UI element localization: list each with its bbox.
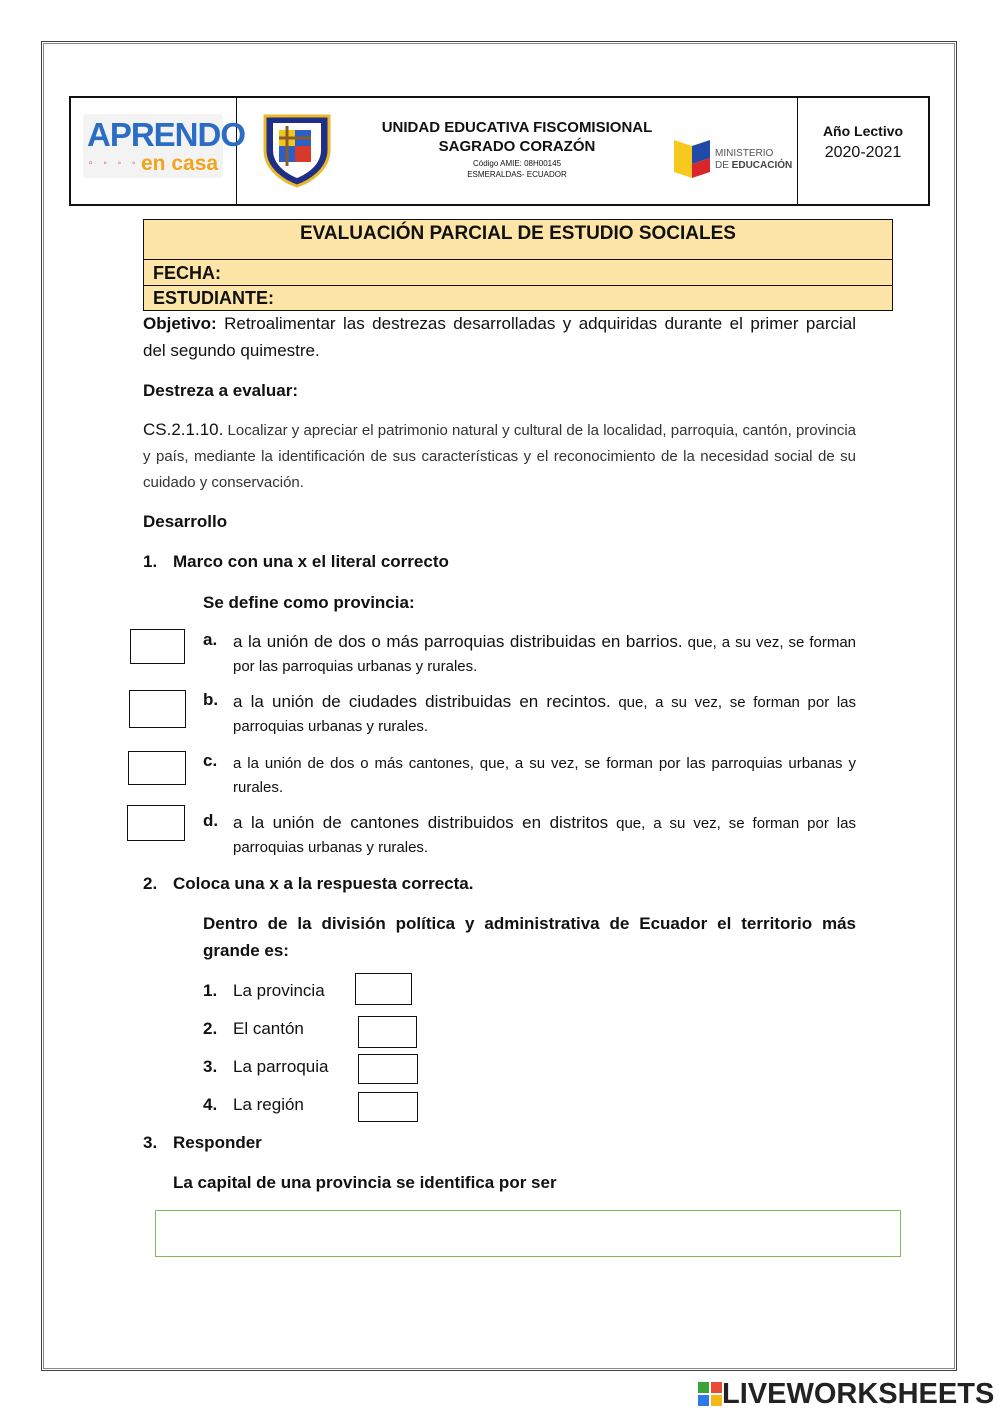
q2-option-4: 4. La región: [203, 1095, 304, 1114]
skill-description: CS.2.1.10. Localizar y apreciar el patrimonio natural y cultural de la localidad, parroquia, cantón, provincia y país, mediante la identificación de sus características y el reconocimiento de la necesidad social de su cuidado y conservación.: [143, 420, 856, 491]
q1-option-a-checkbox[interactable]: [130, 629, 185, 664]
header-year-cell: [798, 98, 928, 204]
header-logo-cell: [71, 98, 246, 204]
objective: Objetivo: Retroalimentar las destrezas desarrolladas y adquiridas durante el primer parcial del segundo quimestre.: [143, 314, 856, 360]
liveworksheets-brand: LIVEWORKSHEETS: [698, 1378, 994, 1410]
q1-option-b-checkbox[interactable]: [129, 690, 186, 728]
school-name: UNIDAD EDUCATIVA FISCOMISIONAL SAGRADO CORAZÓN Código AMIE: 08H00145 ESMERALDAS- ECUADOR: [381, 119, 653, 179]
q2-option-4-checkbox[interactable]: [358, 1092, 418, 1122]
q2-title: 2. Coloca una x a la respuesta correcta.: [143, 874, 474, 893]
fecha-field[interactable]: FECHA:: [143, 259, 893, 286]
q1-option-c-checkbox[interactable]: [128, 751, 186, 785]
q2-prompt: Dentro de la división política y administrativa de Ecuador el territorio más grande es:: [203, 914, 856, 960]
liveworksheets-logo-icon: [698, 1382, 722, 1406]
q3-title: 3. Responder: [143, 1133, 262, 1152]
aprendo-en-casa-logo: APRENDO ▫ ◦ ◦ ◦ en casa: [83, 114, 223, 178]
year-label: Año Lectivo: [822, 123, 904, 139]
estudiante-field[interactable]: ESTUDIANTE:: [143, 285, 893, 311]
skill-heading: Destreza a evaluar:: [143, 381, 298, 400]
year-value: 2020-2021: [824, 144, 902, 161]
ministry-name: MINISTERIO DE EDUCACIÓN: [715, 148, 793, 171]
exam-title: EVALUACIÓN PARCIAL DE ESTUDIO SOCIALES: [143, 219, 893, 260]
q2-option-3: 3. La parroquia: [203, 1057, 329, 1076]
q2-option-1: 1. La provincia: [203, 981, 325, 1000]
q3-answer-field[interactable]: [155, 1210, 901, 1257]
ministry-logo-icon: [670, 134, 714, 180]
development-heading: Desarrollo: [143, 512, 228, 531]
q2-option-2: 2. El cantón: [203, 1019, 304, 1038]
q3-prompt: La capital de una provincia se identifica por ser: [173, 1173, 557, 1192]
q1-prompt: Se define como provincia:: [203, 593, 415, 612]
header-table: [69, 96, 930, 206]
school-shield-icon: [259, 110, 335, 188]
q1-title: 1. Marco con una x el literal correcto: [143, 552, 449, 571]
q2-option-1-checkbox[interactable]: [355, 973, 412, 1005]
q1-option-d-checkbox[interactable]: [127, 805, 185, 841]
header-school-cell: [237, 98, 798, 204]
q2-option-3-checkbox[interactable]: [358, 1054, 418, 1084]
q2-option-2-checkbox[interactable]: [358, 1016, 417, 1048]
